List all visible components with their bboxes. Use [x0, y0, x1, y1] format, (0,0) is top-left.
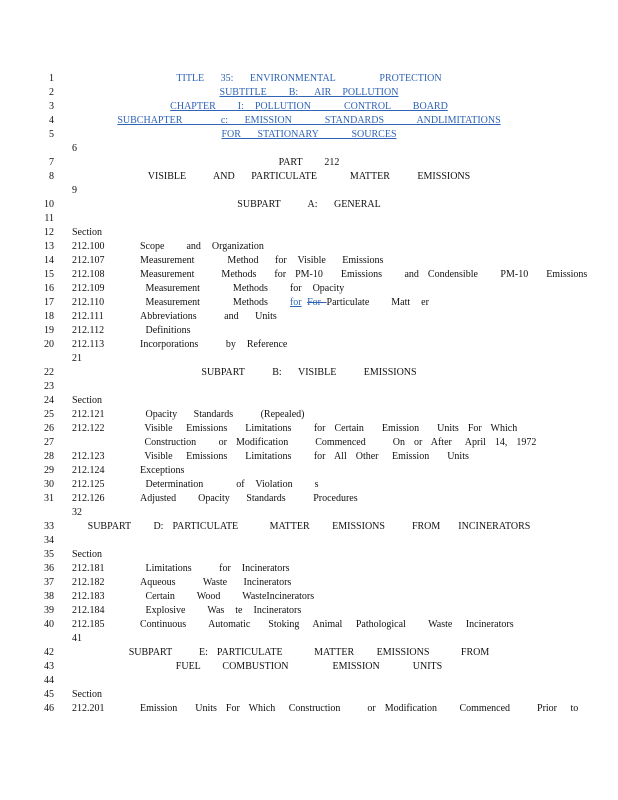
section-title: Aqueous Waste Incinerators: [140, 577, 292, 588]
section-title: Definitions: [140, 325, 191, 336]
line-number: 25: [44, 409, 54, 420]
section-number: 212.110: [72, 297, 105, 308]
section-title: Adjusted Opacity Standards Procedures: [140, 493, 358, 504]
deleted-text: For: [307, 297, 327, 308]
section-number: 212.126: [72, 493, 105, 504]
line-number: 13: [44, 241, 54, 252]
line-number: 2: [49, 87, 54, 98]
section-number: 212.121: [72, 409, 105, 420]
section-title: Measurement Methods for Opacity: [140, 283, 345, 294]
section-title: Explosive Was te Incinerators: [140, 605, 302, 616]
section-title: Certain Wood WasteIncinerators: [140, 591, 315, 602]
section-title: Emission Units For Which Construction or Modification Commenced Prior to: [140, 703, 579, 714]
line-number: 24: [44, 395, 54, 406]
line-number: 35: [44, 549, 54, 560]
section-title: Continuous Automatic Stoking Animal Pathological Waste Incinerators: [140, 619, 514, 630]
section-title: Determination of Violation s: [140, 479, 319, 490]
section-title: Exceptions: [140, 465, 185, 476]
section-title: Measurement Method for Visible Emissions: [140, 255, 384, 266]
subpart-b-title: SUBPART B: VISIBLE EMISSIONS: [201, 367, 417, 378]
section-title: Scope and Organization: [140, 241, 264, 252]
line-number: 26: [44, 423, 54, 434]
part-title: VISIBLE AND PARTICULATE MATTER EMISSIONS: [147, 171, 471, 182]
section-number: 212.184: [72, 605, 105, 616]
section-number: 212.125: [72, 479, 105, 490]
section-title: Visible Emissions Limitations for Certain Emission Units For Which: [140, 423, 518, 434]
section-title: Opacity Standards (Repealed): [140, 409, 305, 420]
line-number: 10: [44, 199, 54, 210]
line-number: 28: [44, 451, 54, 462]
line-number: 34: [44, 535, 54, 546]
section-number: 212.100: [72, 241, 105, 252]
section-number: 212.123: [72, 451, 105, 462]
subpart-e-title: SUBPART E: PARTICULATE MATTER EMISSIONS FROM: [128, 647, 490, 658]
section-title-post: Particulate Matt er: [326, 297, 429, 308]
subpart-a-title: SUBPART A: GENERAL: [237, 199, 381, 210]
section-number: 212.112: [72, 325, 105, 336]
section-title: Abbreviations and Units: [140, 311, 277, 322]
line-number: 44: [44, 675, 54, 686]
line-number: 22: [44, 367, 54, 378]
line-number: 27: [44, 437, 54, 448]
line-number: 21: [72, 353, 82, 364]
line-number: 11: [44, 213, 54, 224]
line-number: 8: [49, 171, 54, 182]
line-number: 6: [72, 143, 77, 154]
section-number: 212.109: [72, 283, 105, 294]
line-number: 42: [44, 647, 54, 658]
subpart-e-title-continued: FUEL COMBUSTION EMISSION UNITS: [175, 661, 443, 672]
line-number: 15: [44, 269, 54, 280]
section-number: 212.113: [72, 339, 105, 350]
line-number: 41: [72, 633, 82, 644]
header-title: TITLE 35: ENVIRONMENTAL PROTECTION: [176, 73, 442, 84]
line-number: 1: [49, 73, 54, 84]
inserted-text: for: [289, 297, 302, 308]
line-number: 43: [44, 661, 54, 672]
line-number: 40: [44, 619, 54, 630]
section-label: Section: [72, 689, 102, 700]
part-number: PART 212: [278, 157, 340, 168]
line-number: 31: [44, 493, 54, 504]
line-number: 30: [44, 479, 54, 490]
line-number: 17: [44, 297, 54, 308]
line-number: 7: [49, 157, 54, 168]
line-number: 38: [44, 591, 54, 602]
line-number: 12: [44, 227, 54, 238]
section-number: 212.111: [72, 311, 104, 322]
section-title: Limitations for Incinerators: [140, 563, 290, 574]
line-number: 3: [49, 101, 54, 112]
section-number: 212.107: [72, 255, 105, 266]
line-number: 46: [44, 703, 54, 714]
line-number: 29: [44, 465, 54, 476]
header-subtitle: SUBTITLE B: AIR POLLUTION: [219, 87, 399, 98]
line-number: 4: [49, 115, 54, 126]
line-number: 23: [44, 381, 54, 392]
line-number: 39: [44, 605, 54, 616]
section-label: Section: [72, 227, 102, 238]
line-number: 19: [44, 325, 54, 336]
section-number: 212.122: [72, 423, 105, 434]
section-number: 212.108: [72, 269, 105, 280]
section-number: 212.124: [72, 465, 105, 476]
section-title: [140, 297, 429, 309]
line-number: 37: [44, 577, 54, 588]
section-label: Section: [72, 549, 102, 560]
section-label: Section: [72, 395, 102, 406]
subpart-d-title: SUBPART D: PARTICULATE MATTER EMISSIONS FROM INCINERATORS: [87, 521, 531, 532]
line-number: 33: [44, 521, 54, 532]
section-title-pre: Measurement Methods: [140, 297, 290, 308]
header-subchapter: SUBCHAPTER c: EMISSION STANDARDS ANDLIMITATIONS: [117, 115, 501, 126]
line-number: 36: [44, 563, 54, 574]
section-number: 212.185: [72, 619, 105, 630]
line-number: 18: [44, 311, 54, 322]
line-number: 5: [49, 129, 54, 140]
section-title: Measurement Methods for PM-10 Emissions and Condensible PM-10 Emissions: [140, 269, 588, 280]
section-title-continued: Construction or Modification Commenced On or After April 14, 1972: [140, 437, 537, 448]
line-number: 16: [44, 283, 54, 294]
section-number: 212.181: [72, 563, 105, 574]
header-sources: FOR STATIONARY SOURCES: [221, 129, 397, 140]
section-number: 212.201: [72, 703, 105, 714]
section-title: Incorporations by Reference: [140, 339, 288, 350]
line-number: 20: [44, 339, 54, 350]
line-number: 32: [72, 507, 82, 518]
line-number: 14: [44, 255, 54, 266]
section-title: Visible Emissions Limitations for All Other Emission Units: [140, 451, 469, 462]
line-number: 45: [44, 689, 54, 700]
line-number: 9: [72, 185, 77, 196]
header-chapter: CHAPTER I: POLLUTION CONTROL BOARD: [170, 101, 448, 112]
section-number: 212.182: [72, 577, 105, 588]
section-number: 212.183: [72, 591, 105, 602]
